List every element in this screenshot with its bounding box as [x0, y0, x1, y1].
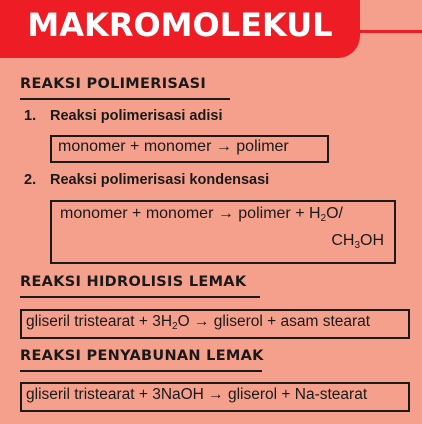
item-label: Reaksi polimerisasi kondensasi: [50, 172, 270, 188]
equation-line-2: $CH_3OH$: [331, 232, 384, 251]
heading-underline: [20, 370, 262, 372]
equation-text: monomer + monomer → polimer: [58, 138, 289, 155]
equation-line-1: monomer + monomer → polimer + $H_2O/$: [60, 205, 343, 224]
list-item-adisi: [24, 108, 222, 124]
equation-text: gliseril tristearat + $3H_2O$ → gliserol + asam stearat: [26, 313, 371, 332]
equation-box-kondensasi: [50, 200, 396, 264]
heading-underline: [20, 98, 230, 100]
item-number: 1.: [24, 108, 37, 124]
heading-polimerisasi: REAKSI POLIMERISASI: [20, 76, 207, 92]
heading-hidrolisis: REAKSI HIDROLISIS LEMAK: [20, 274, 247, 290]
heading-underline: [20, 296, 260, 298]
item-number: 2.: [24, 172, 37, 188]
equation-text: gliseril tristearat + 3NaOH → gliserol + Na-stearat: [26, 386, 368, 403]
item-label: Reaksi polimerisasi adisi: [50, 108, 223, 124]
heading-penyabunan: REAKSI PENYABUNAN LEMAK: [20, 348, 264, 364]
equation-box-adisi: [50, 135, 329, 163]
equation-box-penyabunan: [20, 382, 410, 412]
equation-box-hidrolisis: [20, 309, 410, 339]
list-item-kondensasi: [24, 172, 269, 188]
page-title: MAKROMOLEKUL: [27, 6, 333, 44]
